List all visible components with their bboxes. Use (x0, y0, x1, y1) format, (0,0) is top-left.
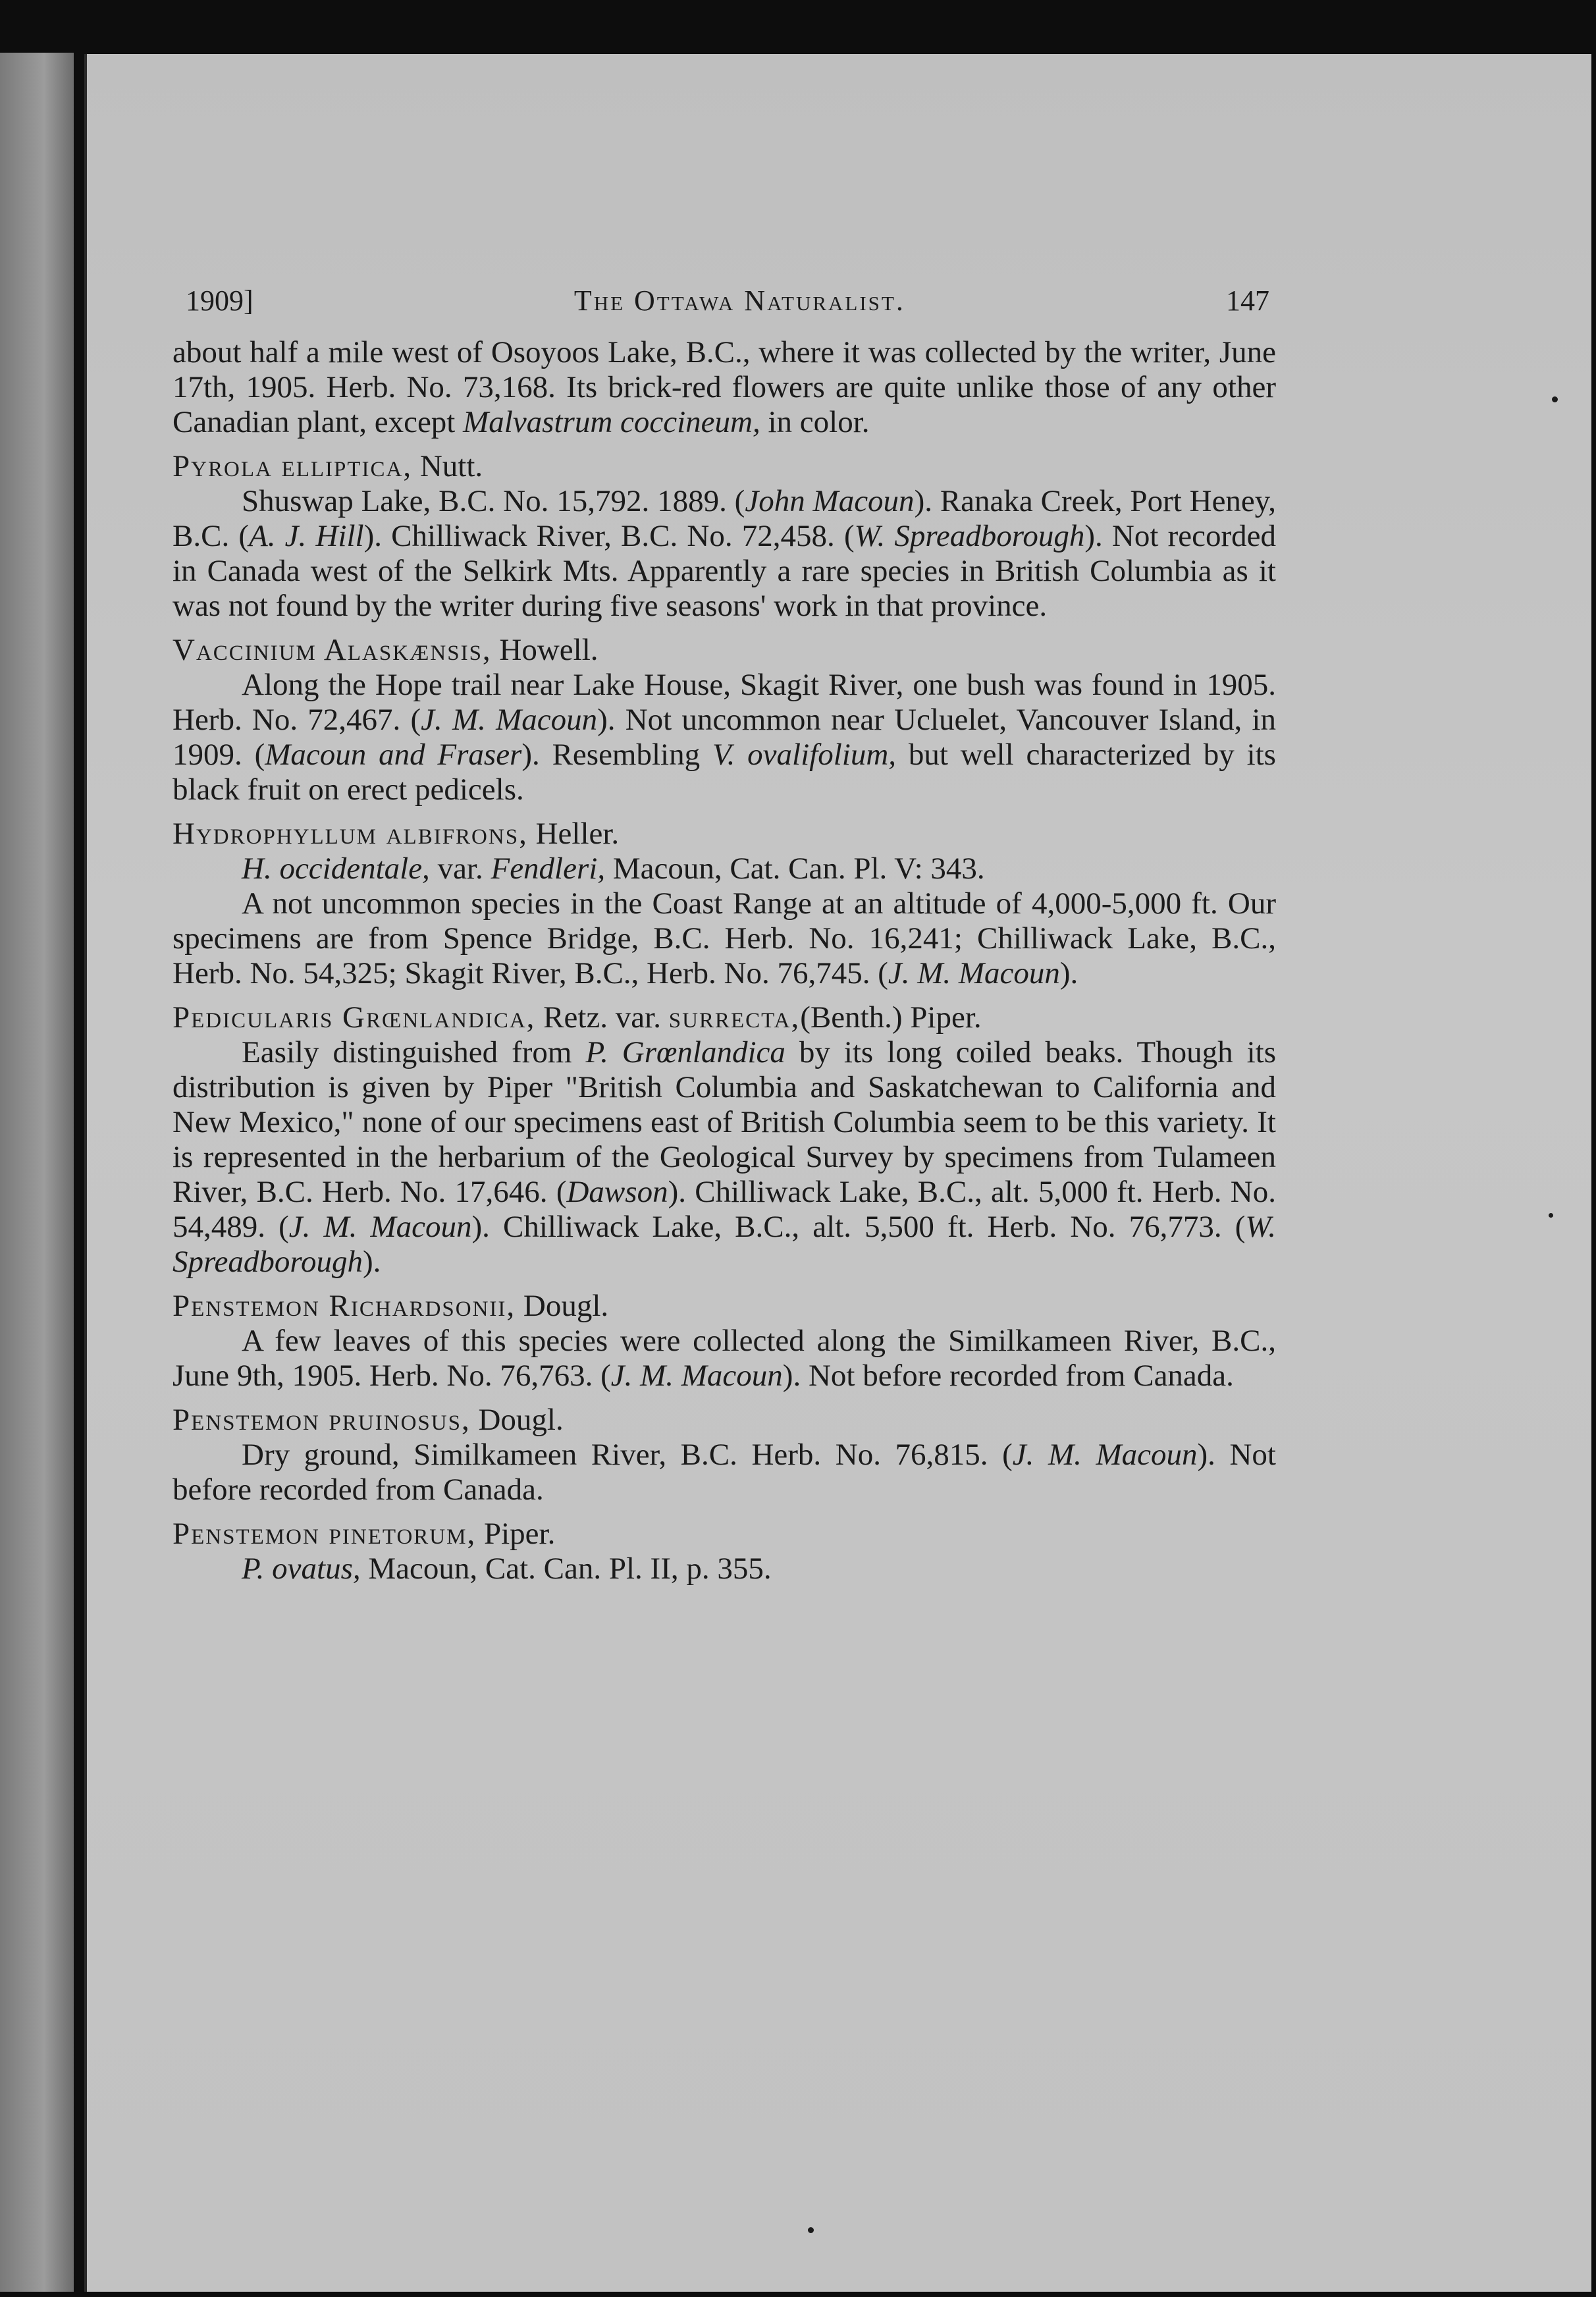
species-description: Dry ground, Similkameen River, B.C. Herb. No. 76,815. (J. M. Macoun). Not before recorded from Canada. (173, 1438, 1276, 1507)
adjacent-page-edge (0, 53, 74, 2292)
species-description: A few leaves of this species were collected along the Similkameen River, B.C., June 9th, 1905. Herb. No. 76,763. (J. M. Macoun). Not before recorded from Canada. (173, 1324, 1276, 1393)
species-synonym: P. ovatus, Macoun, Cat. Can. Pl. II, p. 355. (242, 1552, 772, 1586)
intro-paragraph: about half a mile west of Osoyoos Lake, B.C., where it was collected by the writer, June 17th, 1905. Herb. No. 73,168. Its brick-red flowers are quite unlike those of any other Canadian plant, except Malvastrum coccineum, in color. (173, 335, 1276, 439)
species-heading: Hydrophyllum albifrons, Heller. (173, 817, 620, 851)
species-heading: Penstemon Richardsonii, Dougl. (173, 1289, 609, 1323)
speck (1549, 1213, 1553, 1218)
species-heading: Penstemon pinetorum, Piper. (173, 1517, 556, 1551)
page-number: 147 (1226, 284, 1269, 317)
species-description: Along the Hope trail near Lake House, Skagit River, one bush was found in 1905. Herb. No. 72,467. (J. M. Macoun). Not uncommon near Ucluelet, Vancouver Island, in 1909. (Macoun and Fraser). Resembling V. ovalifolium, but well characterized by its black fruit on erect pedicels. (173, 668, 1276, 807)
species-description: Shuswap Lake, B.C. No. 15,792. 1889. (John Macoun). Ranaka Creek, Port Heney, B.C. (A. J. Hill). Chilliwack River, B.C. No. 72,458. (W. Spreadborough). Not recorded in Canada west of the Selkirk Mts. Apparently a rare species in British Columbia as it was not found by the writer during five seasons' work in that province. (173, 484, 1276, 623)
species-heading: Penstemon pruinosus, Dougl. (173, 1403, 564, 1437)
page-content (173, 283, 1276, 1586)
speck (1552, 396, 1558, 402)
species-heading: Pedicularis Grœnlandica, Retz. var. surrecta,(Benth.) Piper. (173, 1000, 982, 1035)
header-year: 1909] (186, 284, 253, 317)
running-head (173, 283, 1276, 318)
species-description: A not uncommon species in the Coast Range at an altitude of 4,000-5,000 ft. Our specimens are from Spence Bridge, B.C. Herb. No. 16,241; Chilliwack Lake, B.C., Herb. No. 54,325; Skagit River, B.C., Herb. No. 76,745. (J. M. Macoun). (173, 886, 1276, 990)
species-synonym: H. occidentale, var. Fendleri, Macoun, Cat. Can. Pl. V: 343. (242, 851, 985, 886)
species-heading: Pyrola elliptica, Nutt. (173, 449, 483, 483)
journal-title: The Ottawa Naturalist. (573, 284, 905, 317)
species-description: Easily distinguished from P. Grœnlandica by its long coiled beaks. Though its distribution is given by Piper "British Columbia and Saskatchewan to California and New Mexico," none of our specimens east of British Columbia seem to be this variety. It is represented in the herbarium of the Geological Survey by specimens from Tulameen River, B.C. Herb. No. 17,646. (Dawson). Chilliwack Lake, B.C., alt. 5,000 ft. Herb. No. 54,489. (J. M. Macoun). Chilliwack Lake, B.C., alt. 5,500 ft. Herb. No. 76,773. (W. Spreadborough). (173, 1035, 1276, 1279)
species-heading: Vaccinium Alaskænsis, Howell. (173, 633, 598, 667)
speck (808, 2227, 814, 2233)
